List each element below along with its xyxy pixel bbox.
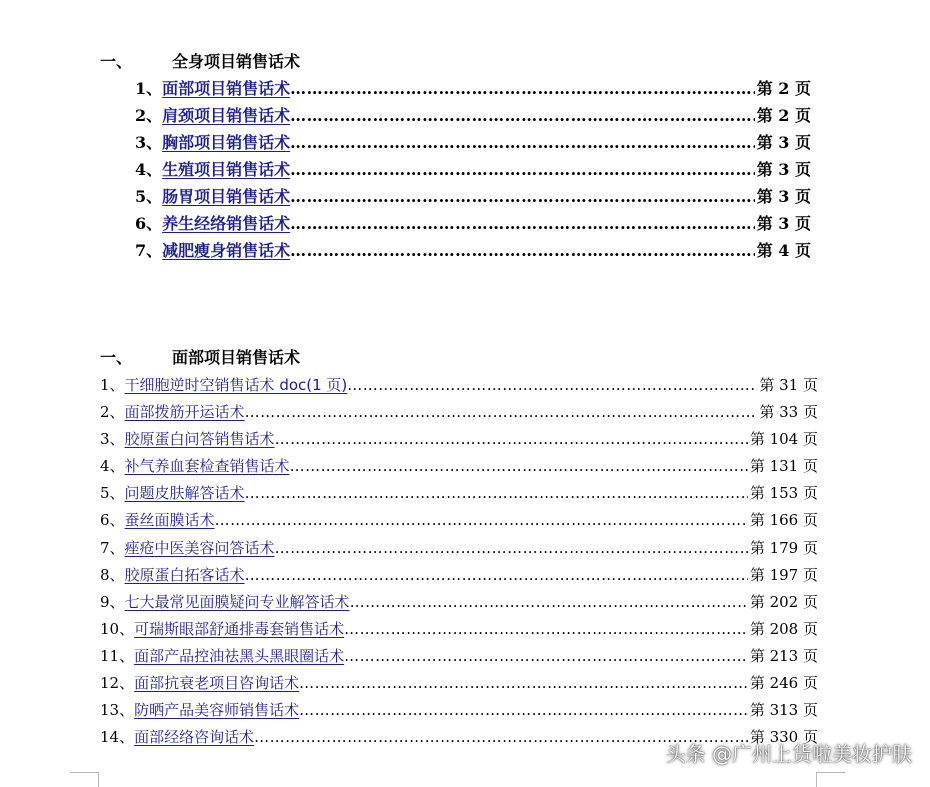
toc-page-number: 第 313 页 bbox=[749, 701, 818, 719]
dot-leader bbox=[245, 403, 758, 421]
section-number: 一、 bbox=[100, 348, 133, 367]
dot-leader bbox=[245, 566, 748, 584]
toc-entry[interactable] bbox=[135, 103, 811, 130]
toc-link[interactable]: 养生经络销售话术 bbox=[162, 214, 291, 233]
toc-entry[interactable] bbox=[135, 130, 811, 157]
toc-link[interactable]: 胸部项目销售话术 bbox=[162, 133, 291, 152]
toc-entry[interactable] bbox=[100, 482, 818, 509]
toc-index: 3、 bbox=[100, 430, 125, 448]
toc-entry[interactable] bbox=[100, 509, 818, 536]
dot-leader bbox=[350, 593, 748, 611]
toc-page-number: 第 330 页 bbox=[749, 728, 818, 746]
section-title: 全身项目销售话术 bbox=[172, 52, 301, 71]
dot-leader bbox=[290, 214, 755, 233]
toc-entry[interactable] bbox=[100, 401, 818, 428]
watermark-text: 头条 @广州上货啦美妆护肤 bbox=[665, 742, 912, 766]
toc-link[interactable]: 面部项目销售话术 bbox=[162, 79, 291, 98]
dot-leader bbox=[290, 187, 755, 206]
toc-index: 6、 bbox=[100, 511, 125, 529]
dot-leader bbox=[245, 484, 748, 502]
toc-link[interactable]: 面部抗衰老项目咨询话术 bbox=[134, 674, 300, 692]
toc-index: 4、 bbox=[100, 457, 125, 475]
page-corner-mark bbox=[816, 772, 845, 787]
toc-index: 1、 bbox=[100, 376, 125, 394]
toc-entry[interactable] bbox=[135, 157, 811, 184]
toc-entry[interactable] bbox=[135, 184, 811, 211]
toc-index: 9、 bbox=[100, 593, 125, 611]
dot-leader bbox=[290, 160, 755, 179]
toc-page-number: 第 3 页 bbox=[756, 214, 811, 233]
toc-page-number: 第 2 页 bbox=[756, 106, 811, 125]
toc-entry[interactable] bbox=[100, 455, 818, 482]
toc-page-number: 第 153 页 bbox=[749, 484, 818, 502]
toc-entry[interactable] bbox=[100, 672, 818, 699]
dot-leader bbox=[215, 511, 748, 529]
toc-link[interactable]: 减肥瘦身销售话术 bbox=[162, 241, 291, 260]
toc-entry[interactable] bbox=[100, 618, 818, 645]
toc-link[interactable]: 七大最常见面膜疑问专业解答话术 bbox=[124, 593, 350, 611]
toc-link[interactable]: 痤疮中医美容问答话术 bbox=[124, 539, 275, 557]
toc-entry[interactable] bbox=[100, 591, 818, 618]
toc-index: 5、 bbox=[135, 187, 163, 206]
toc-page-number: 第 3 页 bbox=[756, 160, 811, 179]
dot-leader bbox=[299, 701, 748, 719]
toc-link[interactable]: 防晒产品美容师销售话术 bbox=[134, 701, 300, 719]
toc-page-number: 第 4 页 bbox=[756, 241, 811, 260]
toc-page-number: 第 202 页 bbox=[749, 593, 818, 611]
toc-link[interactable]: 面部产品控油祛黑头黑眼圈话术 bbox=[134, 647, 345, 665]
toc-entry[interactable] bbox=[100, 537, 818, 564]
toc-page-number: 第 33 页 bbox=[759, 403, 818, 421]
toc-link[interactable]: 肠胃项目销售话术 bbox=[162, 187, 291, 206]
toc-entry[interactable] bbox=[100, 428, 818, 455]
toc-page-number: 第 131 页 bbox=[749, 457, 818, 475]
toc-index: 2、 bbox=[135, 106, 163, 125]
toc-link[interactable]: 蚕丝面膜话术 bbox=[124, 511, 215, 529]
dot-leader bbox=[290, 241, 755, 260]
dot-leader bbox=[344, 647, 748, 665]
toc-entry[interactable] bbox=[100, 374, 818, 401]
toc-link[interactable]: 面部拨筋开运话术 bbox=[124, 403, 245, 421]
dot-leader bbox=[290, 457, 748, 475]
toc-link[interactable]: 可瑞斯眼部舒通排毒套销售话术 bbox=[134, 620, 345, 638]
toc-index: 1、 bbox=[135, 79, 163, 98]
toc-entry[interactable] bbox=[135, 238, 811, 265]
toc-page-number: 第 246 页 bbox=[749, 674, 818, 692]
toc-index: 4、 bbox=[135, 160, 163, 179]
toc-index: 8、 bbox=[100, 566, 125, 584]
section-heading bbox=[100, 348, 300, 368]
toc-link[interactable]: 补气养血套检查销售话术 bbox=[124, 457, 290, 475]
toc-page-number: 第 2 页 bbox=[756, 79, 811, 98]
section-title: 面部项目销售话术 bbox=[172, 348, 301, 367]
toc-page-number: 第 104 页 bbox=[749, 430, 818, 448]
toc-index: 5、 bbox=[100, 484, 125, 502]
toc-page-number: 第 213 页 bbox=[749, 647, 818, 665]
toc-page-number: 第 3 页 bbox=[756, 133, 811, 152]
toc-entry[interactable] bbox=[100, 699, 818, 726]
section-heading bbox=[100, 52, 300, 72]
toc-index: 11、 bbox=[100, 647, 135, 665]
toc-index: 12、 bbox=[100, 674, 135, 692]
dot-leader bbox=[275, 539, 748, 557]
toc-page-number: 第 3 页 bbox=[756, 187, 811, 206]
toc-page-number: 第 31 页 bbox=[759, 376, 818, 394]
dot-leader bbox=[275, 430, 748, 448]
toc-page-number: 第 166 页 bbox=[749, 511, 818, 529]
toc-link[interactable]: 干细胞逆时空销售话术 doc(1 页) bbox=[124, 376, 348, 394]
toc-link[interactable]: 胶原蛋白问答销售话术 bbox=[124, 430, 275, 448]
toc-index: 7、 bbox=[100, 539, 125, 557]
toc-link[interactable]: 胶原蛋白拓客话术 bbox=[124, 566, 245, 584]
dot-leader bbox=[290, 79, 755, 98]
toc-index: 3、 bbox=[135, 133, 163, 152]
dot-leader bbox=[299, 674, 748, 692]
toc-link[interactable]: 面部经络咨询话术 bbox=[134, 728, 255, 746]
toc-page-number: 第 208 页 bbox=[749, 620, 818, 638]
toc-index: 10、 bbox=[100, 620, 135, 638]
dot-leader bbox=[344, 620, 748, 638]
toc-entry[interactable] bbox=[135, 211, 811, 238]
toc-entry[interactable] bbox=[100, 564, 818, 591]
dot-leader bbox=[290, 106, 755, 125]
toc-entry[interactable] bbox=[135, 76, 811, 103]
toc-index: 13、 bbox=[100, 701, 135, 719]
dot-leader bbox=[290, 133, 755, 152]
toc-link[interactable]: 问题皮肤解答话术 bbox=[124, 484, 245, 502]
toc-index: 14、 bbox=[100, 728, 135, 746]
toc-link[interactable]: 肩颈项目销售话术 bbox=[162, 106, 291, 125]
dot-leader bbox=[347, 376, 757, 394]
toc-index: 2、 bbox=[100, 403, 125, 421]
toc-page-number: 第 197 页 bbox=[749, 566, 818, 584]
toc-link[interactable]: 生殖项目销售话术 bbox=[162, 160, 291, 179]
page-corner-mark bbox=[70, 772, 99, 787]
toc-entry[interactable] bbox=[100, 645, 818, 672]
toc-index: 6、 bbox=[135, 214, 163, 233]
toc-page-number: 第 179 页 bbox=[749, 539, 818, 557]
toc-index: 7、 bbox=[135, 241, 163, 260]
section-number: 一、 bbox=[100, 52, 133, 71]
